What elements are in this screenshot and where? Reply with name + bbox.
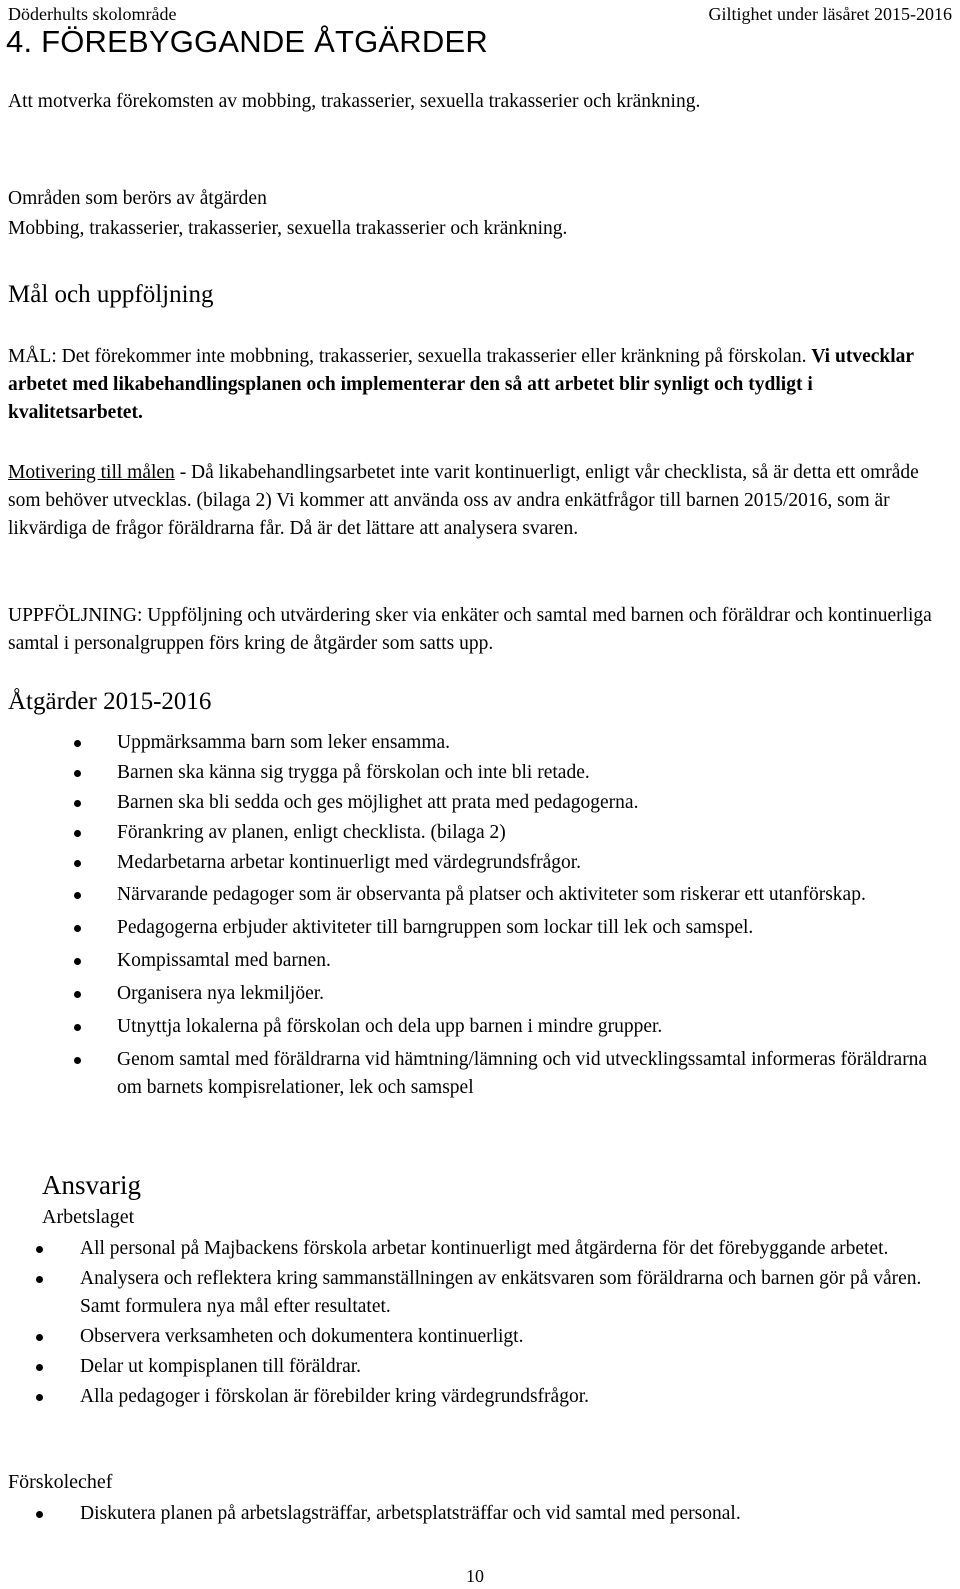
- motivation-text: - Då likabehandlingsarbetet inte varit kontinuerligt, enligt vår checklista, så är detta ett område som behöver utvecklas. (bilaga 2) Vi kommer att använda oss av andra enkätfrågor till barnen 2015/2016, som är likvärdiga de frågor föräldrarna får. Då är det lättare att analysera svaren.: [8, 462, 919, 539]
- list-item: Diskutera planen på arbetslagsträffar, arbetsplatsträffar och vid samtal med personal.: [0, 1500, 946, 1528]
- actions-list: [0, 729, 940, 1102]
- bullet-icon: [36, 1276, 43, 1283]
- preschool-head-list: [0, 1500, 946, 1528]
- bullet-icon: [74, 830, 81, 837]
- goal-bold-text: Vi utvecklar arbetet med likabehandlingsplanen och implementerar den så att arbetet blir synligt och tydligt i kvalitetsarbetet.: [8, 346, 914, 423]
- areas-title: Områden som berörs av åtgärden: [8, 188, 267, 209]
- team-list: [0, 1235, 946, 1411]
- bullet-icon: [74, 1057, 81, 1064]
- section-heading: 4. FÖREBYGGANDE ÅTGÄRDER: [6, 24, 488, 59]
- bullet-icon: [36, 1364, 43, 1371]
- list-item: All personal på Majbackens förskola arbetar kontinuerligt med åtgärderna för det förebyggande arbetet.: [0, 1235, 946, 1263]
- goals-title: Mål och uppföljning: [8, 281, 214, 308]
- header-school-area: Döderhults skolområde: [8, 4, 177, 24]
- bullet-icon: [74, 991, 81, 998]
- bullet-icon: [74, 1024, 81, 1031]
- areas-text: Mobbing, trakasserier, trakasserier, sexuella trakasserier och kränkning.: [8, 218, 568, 239]
- preschool-head-label: Förskolechef: [8, 1471, 113, 1493]
- motivation-paragraph: [8, 459, 948, 543]
- bullet-icon: [74, 740, 81, 747]
- list-item: Utnyttja lokalerna på förskolan och dela upp barnen i mindre grupper.: [0, 1013, 940, 1041]
- team-label: Arbetslaget: [42, 1206, 135, 1228]
- bullet-icon: [36, 1511, 43, 1518]
- list-item: Uppmärksamma barn som leker ensamma.: [0, 729, 940, 757]
- list-item: Förankring av planen, enligt checklista. (bilaga 2): [0, 819, 940, 847]
- motivation-label: Motivering till målen: [8, 462, 175, 483]
- list-item: Medarbetarna arbetar kontinuerligt med värdegrundsfrågor.: [0, 849, 940, 877]
- list-item: Delar ut kompisplanen till föräldrar.: [0, 1353, 946, 1381]
- bullet-icon: [74, 800, 81, 807]
- list-item: Pedagogerna erbjuder aktiviteter till barngruppen som lockar till lek och samspel.: [0, 914, 940, 942]
- bullet-icon: [74, 860, 81, 867]
- list-item: Barnen ska bli sedda och ges möjlighet att prata med pedagogerna.: [0, 789, 940, 817]
- bullet-icon: [74, 958, 81, 965]
- followup-paragraph: UPPFÖLJNING: Uppföljning och utvärdering sker via enkäter och samtal med barnen och föräldrar och kontinuerliga samtal i personalgruppen förs kring de åtgärder som satts upp.: [8, 605, 932, 654]
- page-number: 10: [466, 1566, 484, 1586]
- bullet-icon: [36, 1246, 43, 1253]
- bullet-icon: [36, 1394, 43, 1401]
- list-item: Analysera och reflektera kring sammanställningen av enkätsvaren som föräldrarna och barnen gör på våren. Samt formulera nya mål efter resultatet.: [0, 1265, 946, 1321]
- bullet-icon: [74, 925, 81, 932]
- bullet-icon: [74, 892, 81, 899]
- list-item: Genom samtal med föräldrarna vid hämtning/lämning och vid utvecklingssamtal informeras föräldrarna om barnets kompisrelationer, lek och samspel: [0, 1046, 940, 1102]
- bullet-icon: [74, 770, 81, 777]
- list-item: Organisera nya lekmiljöer.: [0, 980, 940, 1008]
- list-item: Barnen ska känna sig trygga på förskolan och inte bli retade.: [0, 759, 940, 787]
- responsibility-title: Ansvarig: [42, 1170, 141, 1200]
- list-item: Närvarande pedagoger som är observanta på platser och aktiviteter som riskerar ett utanförskap.: [0, 881, 940, 909]
- header-validity: Giltighet under läsåret 2015-2016: [708, 4, 952, 24]
- list-item: Observera verksamheten och dokumentera kontinuerligt.: [0, 1323, 946, 1351]
- actions-title: Åtgärder 2015-2016: [8, 688, 212, 715]
- intro-paragraph: Att motverka förekomsten av mobbing, trakasserier, sexuella trakasserier och kränkning.: [8, 91, 701, 112]
- list-item: Alla pedagoger i förskolan är förebilder kring värdegrundsfrågor.: [0, 1383, 946, 1411]
- list-item: Kompissamtal med barnen.: [0, 947, 940, 975]
- goal-paragraph: [8, 343, 948, 427]
- goal-text: MÅL: Det förekommer inte mobbning, trakasserier, sexuella trakasserier eller kränkning på förskolan.: [8, 346, 807, 367]
- bullet-icon: [36, 1334, 43, 1341]
